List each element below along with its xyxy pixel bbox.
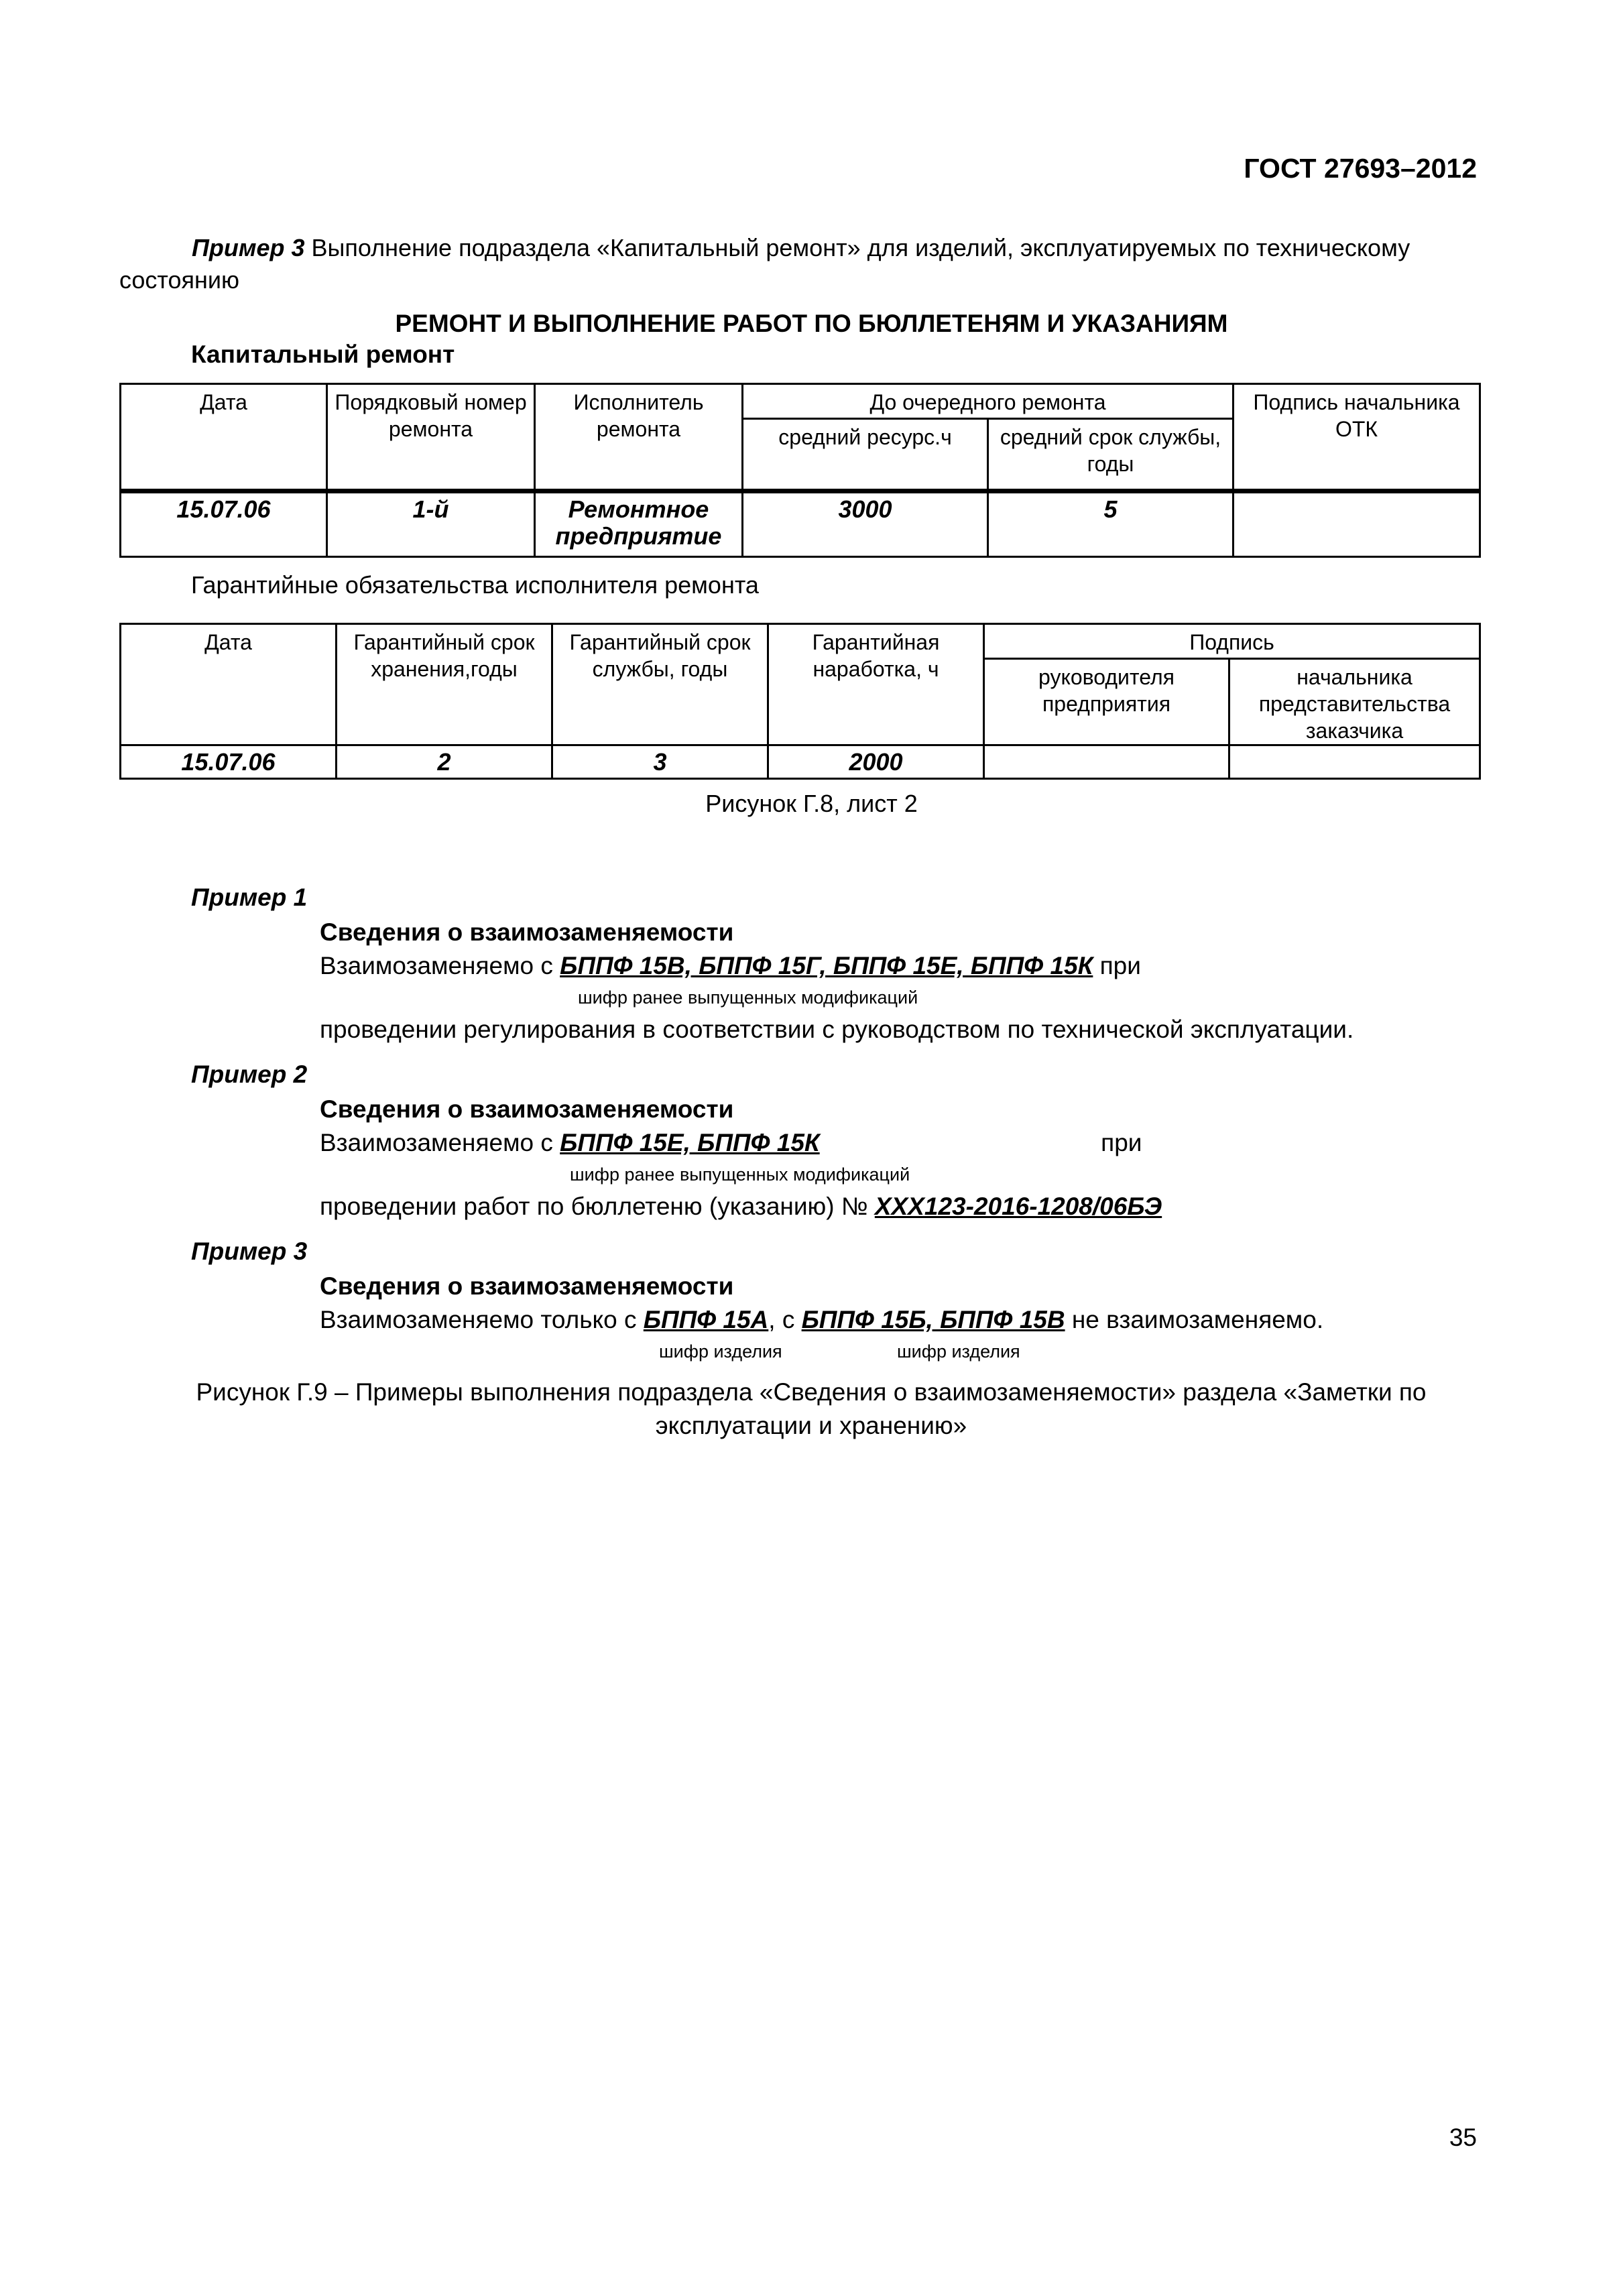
cell-head xyxy=(984,745,1229,779)
section-title: РЕМОНТ И ВЫПОЛНЕНИЕ РАБОТ ПО БЮЛЛЕТЕНЯМ И УКАЗАНИЯМ xyxy=(395,310,1228,337)
figure-9-caption: Рисунок Г.9 – Примеры выполнения подраздела «Сведения о взаимозаменяемости» раздела «Заметки по эксплуатации и хранению» xyxy=(196,1378,1427,1439)
col-header-storage: Гарантийный срок хранения,годы xyxy=(337,624,552,745)
cell-service: 3 xyxy=(552,745,768,779)
example-1-heading: Сведения о взаимозаменяемости xyxy=(320,918,734,946)
col-header-signature: Подпись xyxy=(984,624,1480,659)
example-3-heading: Сведения о взаимозаменяемости xyxy=(320,1272,734,1300)
col-header-head: руководителя предприятия xyxy=(984,659,1229,745)
col-header-until-next: До очередного ремонта xyxy=(743,384,1234,419)
example-1-prefix: Взаимозаменяемо с xyxy=(320,952,560,979)
col-header-executor: Исполнитель ремонта xyxy=(535,384,743,491)
col-header-rep: начальника представительства заказчика xyxy=(1229,659,1480,745)
cell-operating: 2000 xyxy=(768,745,984,779)
example-3-value-a: БППФ 15А xyxy=(643,1306,769,1333)
figure-8-caption: Рисунок Г.8, лист 2 xyxy=(705,790,918,817)
example-3-caption-a: шифр изделия xyxy=(659,1341,782,1362)
example-2-line2-prefix: проведении работ по бюллетеню (указанию) № xyxy=(320,1193,875,1220)
example-1-suffix: при xyxy=(1093,952,1141,979)
example-2-line2 xyxy=(320,1193,1162,1221)
cell-date: 15.07.06 xyxy=(121,745,337,779)
example-3-suffix: не взаимозаменяемо. xyxy=(1065,1306,1324,1333)
example-2-line1 xyxy=(320,1129,1142,1157)
col-header-service: Гарантийный срок службы, годы xyxy=(552,624,768,745)
document-number: ГОСТ 27693–2012 xyxy=(1244,153,1477,184)
example-3-label: Пример 3 xyxy=(191,1237,308,1265)
col-header-date: Дата xyxy=(121,384,327,491)
example-1-label: Пример 1 xyxy=(191,884,308,911)
example-3-prefix: Взаимозаменяемо только с xyxy=(320,1306,644,1333)
cell-date: 15.07.06 xyxy=(121,491,327,557)
example-1-line1 xyxy=(320,952,1141,980)
repair-table xyxy=(119,383,1481,558)
example-2-caption: шифр ранее выпущенных модификаций xyxy=(570,1164,910,1185)
page-number: 35 xyxy=(1449,2124,1477,2151)
cell-signature xyxy=(1234,491,1480,557)
guarantee-table xyxy=(119,623,1481,780)
example-1-line2: проведении регулирования в соответствии с руководством по технической эксплуатации. xyxy=(320,1016,1354,1043)
example-2-prefix: Взаимозаменяемо с xyxy=(320,1129,560,1156)
col-header-avg-service-life: средний срок службы, годы xyxy=(988,419,1234,491)
example-2-heading: Сведения о взаимозаменяемости xyxy=(320,1095,734,1123)
cell-executor: Ремонтное предприятие xyxy=(535,491,743,557)
cell-storage: 2 xyxy=(337,745,552,779)
example-2-bulletin-number: ХХХ123-2016-1208/06БЭ xyxy=(874,1193,1162,1220)
cell-rep xyxy=(1229,745,1480,779)
example-2-suffix: при xyxy=(1101,1129,1142,1156)
example-2-value: БППФ 15Е, БППФ 15К xyxy=(560,1129,820,1156)
intro-text: Выполнение подраздела «Капитальный ремонт» для изделий, эксплуатируемых по техническому состоянию xyxy=(119,234,1410,294)
col-header-avg-resource: средний ресурс.ч xyxy=(743,419,988,491)
intro-paragraph xyxy=(119,232,1478,296)
cell-avg-resource: 3000 xyxy=(743,491,988,557)
example-3-line1 xyxy=(320,1306,1323,1334)
col-header-signature: Подпись начальника ОТК xyxy=(1234,384,1480,491)
col-header-operating: Гарантийная наработка, ч xyxy=(768,624,984,745)
example-3-caption-b: шифр изделия xyxy=(897,1341,1020,1362)
col-header-date: Дата xyxy=(121,624,337,745)
intro-label: Пример 3 xyxy=(192,234,305,261)
subsection-title: Капитальный ремонт xyxy=(191,341,455,368)
guarantee-title: Гарантийные обязательства исполнителя ремонта xyxy=(191,571,759,599)
cell-repair-number: 1-й xyxy=(327,491,535,557)
example-3-value-b: БППФ 15Б, БППФ 15В xyxy=(801,1306,1065,1333)
col-header-repair-number: Порядковый номер ремонта xyxy=(327,384,535,491)
cell-avg-service-life: 5 xyxy=(988,491,1234,557)
example-3-mid: , с xyxy=(768,1306,802,1333)
example-2-label: Пример 2 xyxy=(191,1061,308,1088)
example-1-value: БППФ 15В, БППФ 15Г, БППФ 15Е, БППФ 15К xyxy=(560,952,1093,979)
example-1-caption: шифр ранее выпущенных модификаций xyxy=(578,987,918,1008)
